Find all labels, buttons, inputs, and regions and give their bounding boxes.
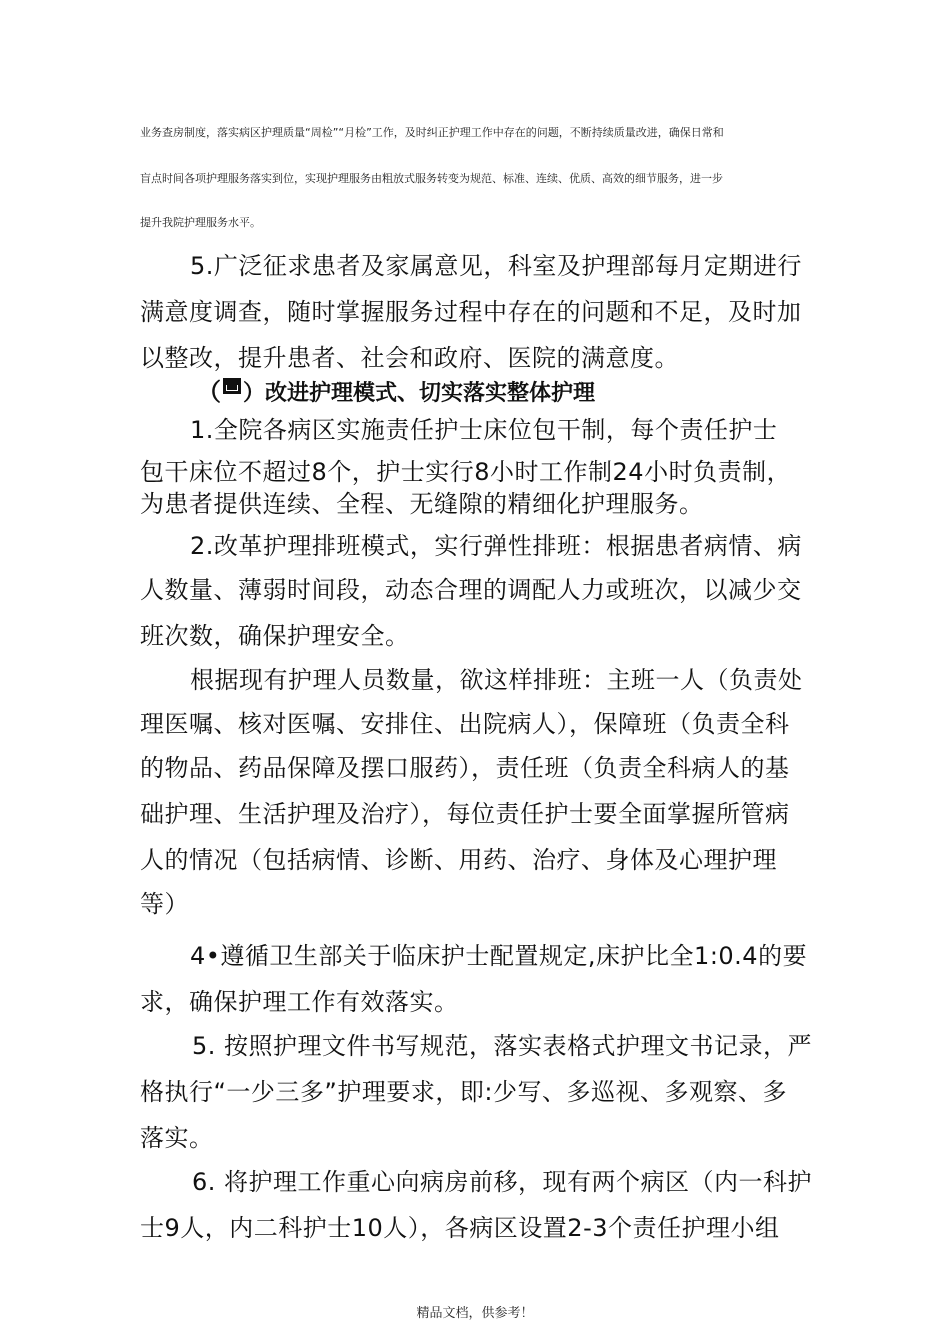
sub1-line: 为患者提供连续、全程、无缝隙的精细化护理服务。 xyxy=(140,490,704,518)
sub2-line: 2.改革护理排班模式，实行弹性排班：根据患者病情、病 xyxy=(190,532,802,560)
sub5-line: 落实。 xyxy=(140,1124,214,1152)
section-heading xyxy=(197,372,595,404)
sub6-line: 士9人，内二科护士10人），各病区设置2-3个责任护理小组 xyxy=(140,1214,780,1242)
item5-line: 以整改，提升患者、社会和政府、医院的满意度。 xyxy=(140,344,679,372)
schedule-line: 础护理、生活护理及治疗），每位责任护士要全面掌握所管病 xyxy=(140,800,790,828)
sub1-line: 包干床位不超过8个，护士实行8小时工作制24小时负责制， xyxy=(140,458,792,486)
intro-line: 盲点时间各项护理服务落实到位，实现护理服务由粗放式服务转变为规范、标准、连续、优质、高效的细节服务，进一步 xyxy=(140,172,723,185)
sub6-line: 6. 将护理工作重心向病房前移，现有两个病区（内一科护 xyxy=(192,1168,813,1196)
heading-open-paren: （ xyxy=(197,378,221,404)
heading-text: ）改进护理模式、切实落实整体护理 xyxy=(243,381,596,404)
schedule-line: 根据现有护理人员数量，欲这样排班：主班一人（负责处 xyxy=(190,666,803,694)
sub5-line: 格执行“一少三多”护理要求，即:少写、多巡视、多观察、多 xyxy=(140,1078,787,1106)
sub4-line: 4•遵循卫生部关于临床护士配置规定,床护比全1:0.4的要 xyxy=(190,942,808,970)
intro-line: 业务查房制度，落实病区护理质量“周检”“月检”工作，及时纠正护理工作中存在的问题，不断持续质量改进，确保日常和 xyxy=(140,126,724,139)
schedule-line: 的物品、药品保障及摆口服药），责任班（负责全科病人的基 xyxy=(140,754,790,782)
page-footer: 精品文档，供参考！ xyxy=(416,1306,534,1321)
schedule-line: 人的情况（包括病情、诊断、用药、治疗、身体及心理护理 xyxy=(140,846,777,874)
intro-line: 提升我院护理服务水平。 xyxy=(140,216,261,229)
section-number-mark xyxy=(223,378,241,394)
schedule-line: 理医嘱、核对医嘱、安排住、出院病人），保障班（负责全科 xyxy=(140,710,790,738)
item5-line: 5.广泛征求患者及家属意见，科室及护理部每月定期进行 xyxy=(190,252,802,280)
sub5-line: 5. 按照护理文件书写规范，落实表格式护理文书记录，严 xyxy=(192,1032,813,1060)
item5-line: 满意度调查，随时掌握服务过程中存在的问题和不足，及时加 xyxy=(140,298,802,326)
sub2-line: 人数量、薄弱时间段，动态合理的调配人力或班次，以减少交 xyxy=(140,576,802,604)
sub2-line: 班次数，确保护理安全。 xyxy=(140,622,410,650)
sub1-line: 1.全院各病区实施责任护士床位包干制，每个责任护士 xyxy=(190,416,778,444)
schedule-line: 等） xyxy=(140,890,189,918)
sub4-line: 求，确保护理工作有效落实。 xyxy=(140,988,459,1016)
